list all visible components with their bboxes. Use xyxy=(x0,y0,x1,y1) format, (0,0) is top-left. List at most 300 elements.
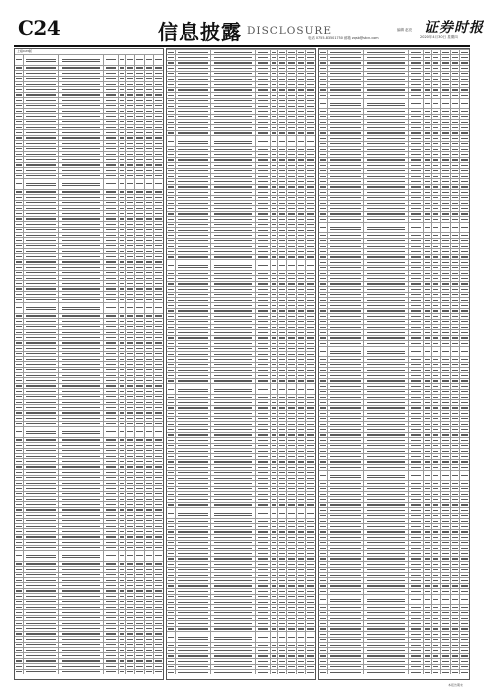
table-cell xyxy=(297,82,306,86)
text-placeholder xyxy=(288,380,295,381)
table-cell xyxy=(278,481,287,485)
table-cell xyxy=(424,142,432,146)
table-cell xyxy=(287,136,297,146)
table-cell xyxy=(176,190,212,194)
table-cell xyxy=(126,513,135,517)
text-placeholder xyxy=(298,513,304,514)
text-placeholder xyxy=(127,617,133,618)
table-cell xyxy=(278,406,287,410)
text-placeholder xyxy=(168,68,174,69)
table-cell xyxy=(15,130,24,134)
text-placeholder xyxy=(452,149,458,150)
text-placeholder xyxy=(320,283,326,284)
text-placeholder xyxy=(178,380,208,381)
table-row xyxy=(167,92,315,97)
text-placeholder xyxy=(136,391,143,392)
table-cell xyxy=(409,244,424,248)
text-placeholder xyxy=(16,175,22,176)
text-placeholder xyxy=(279,483,285,484)
table-cell xyxy=(306,293,315,297)
text-placeholder xyxy=(120,143,124,144)
table-cell xyxy=(15,632,24,636)
table-cell xyxy=(119,632,126,636)
text-placeholder xyxy=(16,477,22,478)
table-cell xyxy=(211,648,255,652)
table-cell xyxy=(126,578,135,582)
table-cell xyxy=(278,357,287,361)
text-placeholder xyxy=(307,332,313,333)
text-placeholder xyxy=(258,294,268,295)
table-cell xyxy=(278,196,287,200)
text-placeholder xyxy=(279,445,285,446)
text-placeholder xyxy=(258,553,268,554)
text-placeholder xyxy=(62,385,100,386)
text-placeholder xyxy=(16,256,22,257)
table-row xyxy=(15,205,163,210)
table-cell xyxy=(145,281,154,285)
table-cell xyxy=(306,535,315,539)
table-cell xyxy=(119,481,126,485)
table-cell xyxy=(135,303,145,313)
text-placeholder xyxy=(127,547,133,548)
text-placeholder xyxy=(272,521,276,522)
text-placeholder xyxy=(461,278,467,279)
text-placeholder xyxy=(178,429,208,430)
table-cell xyxy=(278,573,287,577)
text-placeholder xyxy=(26,445,56,446)
table-row xyxy=(167,599,315,604)
text-placeholder xyxy=(155,555,161,556)
text-placeholder xyxy=(433,246,439,247)
table-cell xyxy=(451,88,460,92)
text-placeholder xyxy=(16,596,22,597)
table-cell xyxy=(119,341,126,345)
table-row xyxy=(15,404,163,409)
text-placeholder xyxy=(120,585,124,586)
text-placeholder xyxy=(258,176,268,177)
table-cell xyxy=(104,66,119,70)
text-placeholder xyxy=(106,563,116,564)
table-cell xyxy=(119,659,126,663)
text-placeholder xyxy=(288,585,295,586)
text-placeholder xyxy=(155,143,161,144)
table-cell xyxy=(451,72,460,76)
table-cell xyxy=(297,217,306,221)
section-title: 信息披露 xyxy=(158,20,242,44)
text-placeholder xyxy=(214,332,252,333)
text-placeholder xyxy=(120,402,124,403)
table-cell xyxy=(145,578,154,582)
text-placeholder xyxy=(307,461,313,462)
table-cell xyxy=(432,271,441,275)
table-row xyxy=(167,248,315,253)
table-cell xyxy=(287,206,297,210)
table-cell xyxy=(364,61,409,65)
text-placeholder xyxy=(433,186,439,187)
table-cell xyxy=(409,282,424,286)
text-placeholder xyxy=(307,478,313,479)
table-row xyxy=(167,195,315,200)
text-placeholder xyxy=(367,95,406,96)
text-placeholder xyxy=(461,68,467,69)
table-cell xyxy=(306,632,315,642)
table-cell xyxy=(271,643,278,647)
text-placeholder xyxy=(452,84,458,85)
table-cell xyxy=(24,352,60,356)
text-placeholder xyxy=(425,159,430,160)
text-placeholder xyxy=(62,369,100,370)
text-placeholder xyxy=(146,321,152,322)
table-row xyxy=(319,259,469,264)
table-row xyxy=(167,157,315,162)
table-cell xyxy=(278,535,287,539)
table-row xyxy=(15,577,163,582)
text-placeholder xyxy=(442,122,449,123)
table-cell xyxy=(441,185,452,189)
text-placeholder xyxy=(258,596,268,597)
table-cell xyxy=(306,104,315,108)
text-placeholder xyxy=(62,337,100,338)
text-placeholder xyxy=(288,359,295,360)
table-cell xyxy=(278,654,287,658)
table-cell xyxy=(119,292,126,296)
table-cell xyxy=(135,341,145,345)
table-row xyxy=(15,593,163,598)
text-placeholder xyxy=(106,159,116,160)
table-cell xyxy=(278,320,287,324)
text-placeholder xyxy=(136,218,143,219)
contact-line: 电话 0755-83501750 邮箱 zqsb@stcn.com xyxy=(308,36,379,40)
table-cell xyxy=(297,476,306,480)
text-placeholder xyxy=(272,607,276,608)
table-cell xyxy=(145,319,154,323)
table-cell xyxy=(256,487,271,491)
table-cell xyxy=(328,169,364,173)
text-placeholder xyxy=(461,89,467,90)
text-placeholder xyxy=(136,78,143,79)
text-placeholder xyxy=(62,391,100,392)
table-cell xyxy=(278,368,287,372)
table-cell xyxy=(256,427,271,431)
text-placeholder xyxy=(168,289,174,290)
table-cell xyxy=(104,346,119,350)
text-placeholder xyxy=(279,100,285,101)
table-cell xyxy=(24,422,60,426)
table-cell xyxy=(135,508,145,512)
text-placeholder xyxy=(258,111,268,112)
text-placeholder xyxy=(433,143,439,144)
table-cell xyxy=(24,648,60,652)
text-placeholder xyxy=(258,456,268,457)
table-row xyxy=(15,221,163,226)
table-cell xyxy=(154,562,163,566)
table-row xyxy=(15,286,163,291)
table-cell xyxy=(135,637,145,641)
text-placeholder xyxy=(288,575,295,576)
text-placeholder xyxy=(168,569,174,570)
table-cell xyxy=(297,325,306,329)
table-cell xyxy=(104,600,119,604)
table-cell xyxy=(297,665,306,669)
table-row xyxy=(319,275,469,280)
text-placeholder xyxy=(411,251,421,252)
table-cell xyxy=(424,196,432,200)
text-placeholder xyxy=(214,181,252,182)
text-placeholder xyxy=(288,580,295,581)
text-placeholder xyxy=(16,132,22,133)
table-cell xyxy=(287,309,297,313)
table-cell xyxy=(145,357,154,361)
table-cell xyxy=(126,465,135,469)
text-placeholder xyxy=(155,569,161,570)
table-cell xyxy=(256,519,271,523)
table-cell xyxy=(167,519,176,523)
text-placeholder xyxy=(330,181,361,182)
table-cell xyxy=(306,605,315,609)
text-placeholder xyxy=(62,375,100,376)
text-placeholder xyxy=(272,440,276,441)
text-placeholder xyxy=(26,342,56,343)
table-cell xyxy=(460,77,469,81)
table-cell xyxy=(176,449,212,453)
table-cell xyxy=(432,206,441,210)
text-placeholder xyxy=(127,407,133,408)
text-placeholder xyxy=(367,213,406,214)
table-cell xyxy=(211,417,255,421)
table-cell xyxy=(135,330,145,334)
table-cell xyxy=(154,298,163,302)
text-placeholder xyxy=(425,95,430,96)
text-placeholder xyxy=(155,202,161,203)
table-cell xyxy=(15,567,24,571)
table-cell xyxy=(145,190,154,194)
text-placeholder xyxy=(16,359,22,360)
table-cell xyxy=(154,605,163,609)
table-cell xyxy=(297,568,306,572)
text-placeholder xyxy=(168,434,174,435)
table-cell xyxy=(126,670,135,674)
table-cell xyxy=(15,368,24,372)
text-placeholder xyxy=(168,602,174,603)
text-placeholder xyxy=(62,407,100,408)
text-placeholder xyxy=(26,547,56,548)
text-placeholder xyxy=(168,327,174,328)
table-cell xyxy=(287,438,297,442)
table-cell xyxy=(297,546,306,550)
table-cell xyxy=(135,384,145,388)
table-cell xyxy=(211,503,255,507)
text-placeholder xyxy=(16,466,22,467)
text-placeholder xyxy=(214,305,252,306)
text-placeholder xyxy=(168,618,174,619)
text-placeholder xyxy=(146,164,152,165)
text-placeholder xyxy=(127,288,133,289)
text-placeholder xyxy=(16,547,22,548)
table-cell xyxy=(278,379,287,383)
table-cell xyxy=(154,206,163,210)
table-cell xyxy=(451,125,460,129)
text-placeholder xyxy=(168,154,174,155)
table-cell xyxy=(297,487,306,491)
table-cell xyxy=(256,471,271,475)
table-cell xyxy=(319,125,328,129)
text-placeholder xyxy=(411,95,421,96)
table-cell xyxy=(176,201,212,205)
text-placeholder xyxy=(127,224,133,225)
table-cell xyxy=(278,233,287,237)
text-placeholder xyxy=(146,154,152,155)
table-cell xyxy=(287,427,297,431)
text-placeholder xyxy=(16,127,22,128)
table-cell xyxy=(424,169,432,173)
text-placeholder xyxy=(155,407,161,408)
table-cell xyxy=(211,449,255,453)
table-cell xyxy=(306,368,315,372)
table-cell xyxy=(278,449,287,453)
table-cell xyxy=(451,169,460,173)
text-placeholder xyxy=(272,305,276,306)
text-placeholder xyxy=(367,186,406,187)
text-placeholder xyxy=(178,337,208,338)
text-placeholder xyxy=(461,116,467,117)
text-placeholder xyxy=(288,289,295,290)
text-placeholder xyxy=(155,67,161,68)
table-cell xyxy=(135,368,145,372)
table-cell xyxy=(104,594,119,598)
table-cell xyxy=(287,627,297,631)
table-cell xyxy=(167,454,176,458)
table-cell xyxy=(24,653,60,657)
table-cell xyxy=(306,438,315,442)
text-placeholder xyxy=(16,563,22,564)
text-placeholder xyxy=(155,633,161,634)
text-placeholder xyxy=(320,165,326,166)
text-placeholder xyxy=(330,68,361,69)
table-cell xyxy=(441,125,452,129)
table-cell xyxy=(59,77,103,81)
text-placeholder xyxy=(272,456,276,457)
table-cell xyxy=(15,104,24,108)
text-placeholder xyxy=(26,623,56,624)
text-placeholder xyxy=(272,418,276,419)
table-cell xyxy=(126,168,135,172)
text-placeholder xyxy=(442,203,449,204)
table-cell xyxy=(297,104,306,108)
table-cell xyxy=(24,141,60,145)
table-cell xyxy=(306,179,315,183)
table-cell xyxy=(59,201,103,205)
table-cell xyxy=(432,163,441,167)
table-cell xyxy=(167,546,176,550)
table-cell xyxy=(119,238,126,242)
text-placeholder xyxy=(127,359,133,360)
table-cell xyxy=(126,271,135,275)
text-placeholder xyxy=(298,52,304,53)
table-cell xyxy=(167,82,176,86)
text-placeholder xyxy=(214,488,252,489)
table-cell xyxy=(24,486,60,490)
text-placeholder xyxy=(330,170,361,171)
table-cell xyxy=(297,347,306,351)
table-cell xyxy=(154,648,163,652)
text-placeholder xyxy=(26,364,56,365)
table-cell xyxy=(297,627,306,631)
table-cell xyxy=(154,573,163,577)
table-cell xyxy=(15,249,24,253)
text-placeholder xyxy=(127,202,133,203)
text-placeholder xyxy=(258,478,268,479)
text-placeholder xyxy=(155,547,161,548)
table-cell xyxy=(409,255,424,259)
table-cell xyxy=(364,125,409,129)
table-cell xyxy=(364,179,409,183)
table-cell xyxy=(271,115,278,119)
table-cell xyxy=(287,357,297,361)
text-placeholder xyxy=(120,515,124,516)
table-cell xyxy=(364,185,409,189)
table-cell xyxy=(460,142,469,146)
text-placeholder xyxy=(279,208,285,209)
table-row xyxy=(15,329,163,334)
table-cell xyxy=(126,427,135,437)
table-cell xyxy=(59,513,103,517)
text-placeholder xyxy=(272,602,276,603)
table-cell xyxy=(104,583,119,587)
table-cell xyxy=(297,66,306,70)
table-cell xyxy=(154,411,163,415)
table-cell xyxy=(176,438,212,442)
text-placeholder xyxy=(146,536,152,537)
table-row xyxy=(15,615,163,620)
table-cell xyxy=(126,524,135,528)
text-placeholder xyxy=(120,111,124,112)
text-placeholder xyxy=(279,661,285,662)
table-cell xyxy=(256,330,271,334)
table-cell xyxy=(59,616,103,620)
table-cell xyxy=(135,228,145,232)
text-placeholder xyxy=(214,246,252,247)
text-placeholder xyxy=(298,337,304,338)
table-cell xyxy=(297,185,306,189)
text-placeholder xyxy=(214,575,252,576)
text-placeholder xyxy=(178,265,208,266)
table-cell xyxy=(306,476,315,480)
table-cell xyxy=(287,55,297,59)
table-cell xyxy=(278,228,287,232)
text-placeholder xyxy=(330,186,361,187)
table-cell xyxy=(319,50,328,54)
text-placeholder xyxy=(155,493,161,494)
table-cell xyxy=(145,238,154,242)
text-placeholder xyxy=(307,170,313,171)
table-row xyxy=(15,399,163,404)
table-cell xyxy=(24,643,60,647)
table-cell xyxy=(24,626,60,630)
text-placeholder xyxy=(258,197,268,198)
table-cell xyxy=(211,541,255,545)
table-cell xyxy=(278,330,287,334)
text-placeholder xyxy=(26,67,56,68)
table-cell xyxy=(306,325,315,329)
table-cell xyxy=(104,195,119,199)
text-placeholder xyxy=(258,73,268,74)
text-placeholder xyxy=(272,364,276,365)
text-placeholder xyxy=(307,310,313,311)
table-cell xyxy=(211,212,255,216)
table-row xyxy=(167,588,315,593)
table-cell xyxy=(119,66,126,70)
table-row xyxy=(167,459,315,464)
